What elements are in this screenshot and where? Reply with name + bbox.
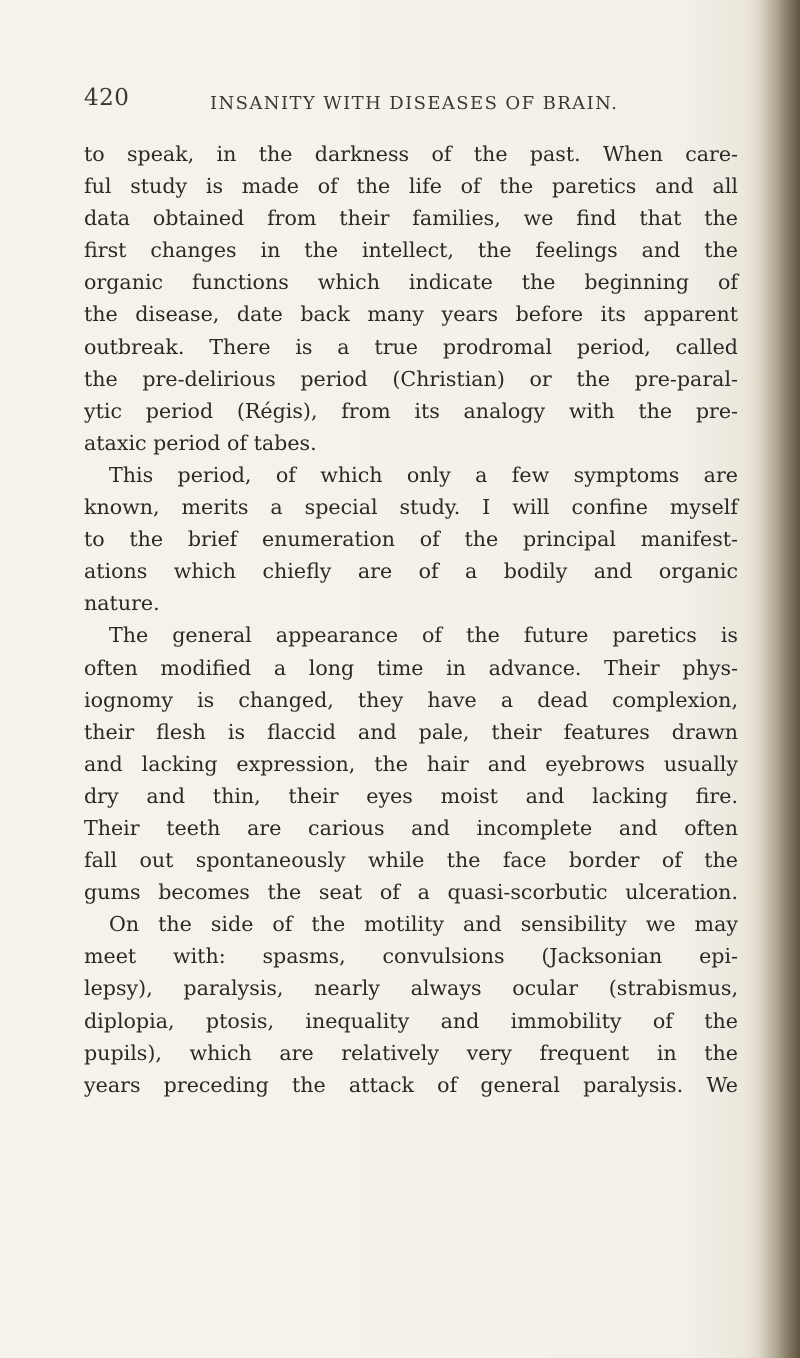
text-line: iognomy is changed, they have a dead complexion,: [84, 687, 738, 712]
text-line: to speak, in the darkness of the past. When care-: [84, 142, 738, 166]
text-line: known, merits a special study. I will confine myself: [84, 495, 738, 520]
text-line: ytic period (Régis), from its analogy with the pre-: [84, 398, 738, 423]
text-line: and lacking expression, the hair and eyebrows usually: [84, 751, 738, 776]
text-line: diplopia, ptosis, inequality and immobility of the: [84, 1008, 738, 1033]
text-line: ful study is made of the life of the paretics and all: [84, 174, 738, 199]
text-line: outbreak. There is a true prodromal period, called: [84, 334, 738, 359]
text-line: their flesh is flaccid and pale, their features drawn: [84, 719, 738, 744]
text-line: the disease, date back many years before its apparent: [84, 302, 738, 327]
text-line: first changes in the intellect, the feelings and the: [84, 238, 738, 263]
text-line: organic functions which indicate the beginning of: [84, 270, 738, 295]
text-line: fall out spontaneously while the face border of the: [84, 848, 738, 873]
text-line: gums becomes the seat of a quasi-scorbutic ulceration.: [84, 880, 738, 905]
text-line: to the brief enumeration of the principal manifest-: [84, 527, 738, 552]
running-head: INSANITY WITH DISEASES OF BRAIN.: [210, 93, 619, 114]
text-line: the pre-delirious period (Christian) or the pre-paral-: [84, 366, 738, 391]
page-edge-shadow: [758, 0, 800, 1358]
text-line: ataxic period of tabes.: [84, 430, 317, 455]
text-line: On the side of the motility and sensibility we may: [109, 912, 738, 937]
text-line: data obtained from their families, we find that the: [84, 206, 738, 231]
text-line: nature.: [84, 591, 160, 616]
text-line: ations which chiefly are of a bodily and organic: [84, 559, 738, 584]
text-line: often modified a long time in advance. Their phys-: [84, 655, 738, 680]
text-line: years preceding the attack of general paralysis. We: [84, 1072, 738, 1097]
text-line: meet with: spasms, convulsions (Jacksonian epi-: [84, 944, 738, 969]
text-line: The general appearance of the future paretics is: [109, 623, 738, 648]
text-line: lepsy), paralysis, nearly always ocular (strabismus,: [84, 976, 738, 1001]
text-line: dry and thin, their eyes moist and lacking fire.: [84, 783, 738, 808]
body-text: [84, 138, 738, 1101]
text-line: This period, of which only a few symptoms are: [109, 462, 738, 487]
page-number: 420: [84, 85, 130, 111]
text-line: pupils), which are relatively very frequent in the: [84, 1040, 738, 1065]
text-line: Their teeth are carious and incomplete and often: [84, 815, 738, 840]
page-header: [84, 85, 724, 125]
